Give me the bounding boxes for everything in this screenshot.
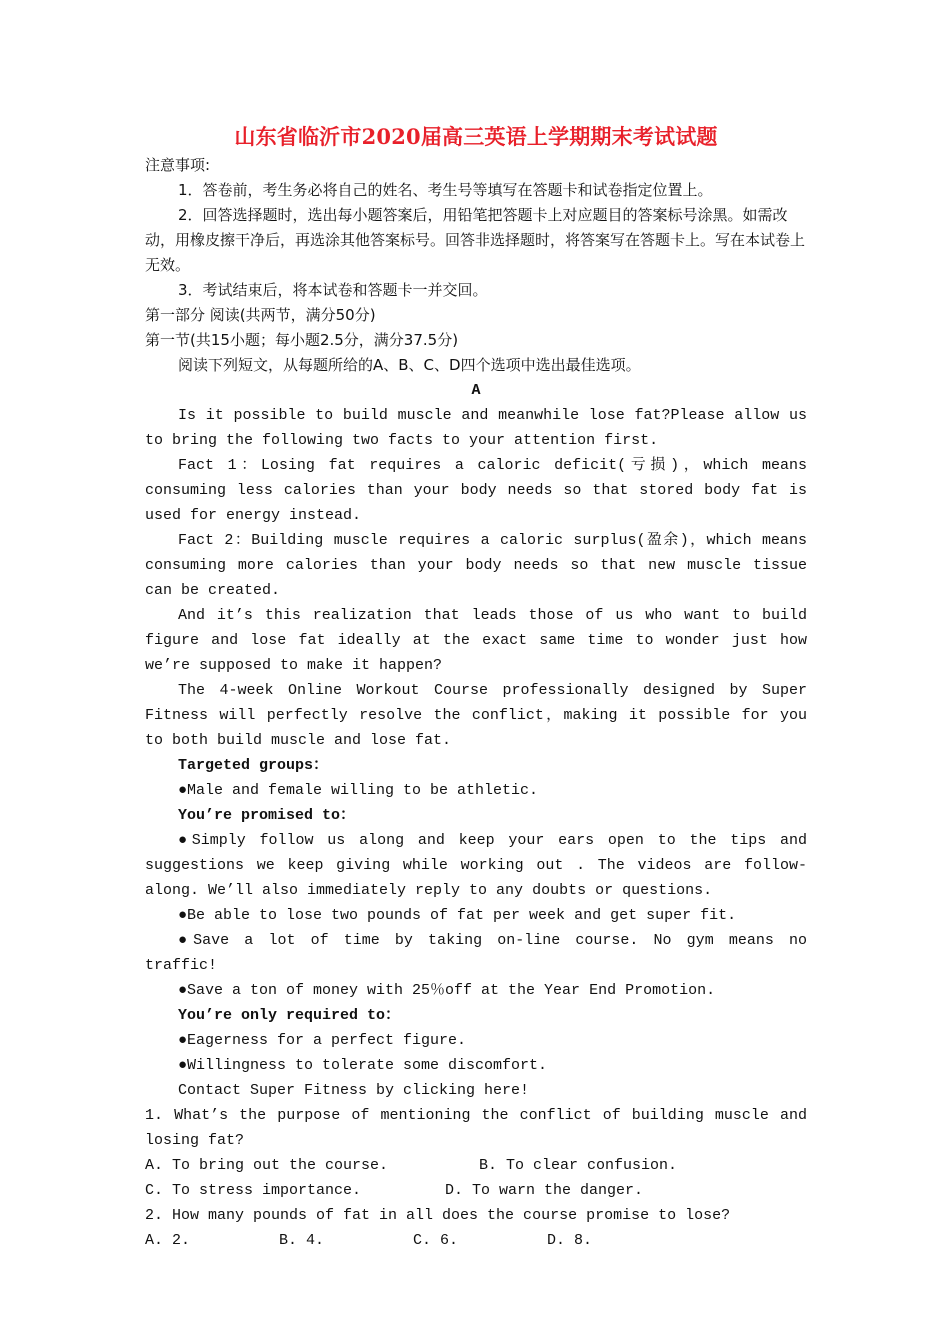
passage-paragraph: Fact 2：Building muscle requires a caloric surplus(盈余)，which means consuming more calories than your body needs so that new muscle tissue can be created. bbox=[145, 532, 807, 599]
notice-item-3: 3．考试结束后，将本试卷和答题卡一并交回。 bbox=[178, 281, 488, 299]
bullet-item: ●Male and female willing to be athletic. bbox=[178, 782, 539, 799]
option-d: D. 8. bbox=[547, 1232, 593, 1249]
question-2-options bbox=[145, 1228, 807, 1253]
option-c: C. 6. bbox=[413, 1232, 459, 1249]
option-d: D. To warn the danger. bbox=[445, 1182, 644, 1199]
question-1-options-row-2 bbox=[145, 1178, 807, 1203]
bullet-item: ●Save a lot of time by taking on-line course. No gym means no traffic! bbox=[145, 932, 807, 974]
page-title: 山东省临沂市2020届高三英语上学期期末考试试题 bbox=[234, 124, 718, 149]
passage-paragraph: And it’s this realization that leads those of us who want to build figure and lose fat ideally at the exact same time to wonder just how we’re supposed to make it happen? bbox=[145, 607, 807, 674]
option-a: A. 2. bbox=[145, 1232, 191, 1249]
bullet-item: ●Willingness to tolerate some discomfort. bbox=[178, 1057, 548, 1074]
option-b: B. 4. bbox=[279, 1232, 325, 1249]
notice-heading: 注意事项: bbox=[145, 156, 211, 174]
question-1-options-row-1 bbox=[145, 1153, 807, 1178]
part-heading: 第一部分 阅读(共两节，满分50分) bbox=[145, 306, 376, 324]
reading-instruction: 阅读下列短文，从每题所给的A、B、C、D四个选项中选出最佳选项。 bbox=[178, 356, 641, 374]
required-heading: You’re only required to： bbox=[178, 1007, 401, 1024]
question-stem-2: 2. How many pounds of fat in all does the course promise to lose? bbox=[145, 1207, 731, 1224]
bullet-item: ●Save a ton of money with 25％off at the Year End Promotion. bbox=[178, 982, 716, 999]
targeted-heading: Targeted groups： bbox=[178, 757, 329, 774]
option-b: B. To clear confusion. bbox=[479, 1157, 678, 1174]
passage-paragraph: Fact 1：Losing fat requires a caloric deficit(亏损)，which means consuming less calories than your body needs so that stored body fat is used for energy instead. bbox=[145, 457, 807, 524]
promised-heading: You’re promised to： bbox=[178, 807, 356, 824]
option-a: A. To bring out the course. bbox=[145, 1157, 389, 1174]
section-heading: 第一节(共15小题；每小题2.5分，满分37.5分) bbox=[145, 331, 459, 349]
contact-link-text: Contact Super Fitness by clicking here! bbox=[178, 1082, 530, 1099]
bullet-item: ●Eagerness for a perfect figure. bbox=[178, 1032, 467, 1049]
notice-item-2: 2．回答选择题时，选出每小题答案后，用铅笔把答题卡上对应题目的答案标号涂黑。如需改动，用橡皮擦干净后，再选涂其他答案标号。回答非选择题时，将答案写在答题卡上。写在本试卷上无效。 bbox=[145, 206, 806, 274]
bullet-item: ●Be able to lose two pounds of fat per week and get super fit. bbox=[178, 907, 737, 924]
exam-page bbox=[145, 122, 807, 1253]
bullet-item: ●Simply follow us along and keep your ears open to the tips and suggestions we keep giving while working out . The videos are follow-along. We’ll also immediately reply to any doubts or questions. bbox=[145, 832, 807, 899]
passage-paragraph: Is it possible to build muscle and meanwhile lose fat?Please allow us to bring the following two facts to your attention first. bbox=[145, 407, 807, 449]
notice-item-1: 1．答卷前，考生务必将自己的姓名、考生号等填写在答题卡和试卷指定位置上。 bbox=[178, 181, 713, 199]
passage-label: A bbox=[471, 382, 481, 399]
option-c: C. To stress importance. bbox=[145, 1182, 362, 1199]
question-stem-1: 1. What’s the purpose of mentioning the conflict of building muscle and losing fat? bbox=[145, 1107, 807, 1149]
passage-paragraph: The 4-week Online Workout Course professionally designed by Super Fitness will perfectly resolve the conflict，making it possible for you to both build muscle and lose fat. bbox=[145, 682, 807, 749]
